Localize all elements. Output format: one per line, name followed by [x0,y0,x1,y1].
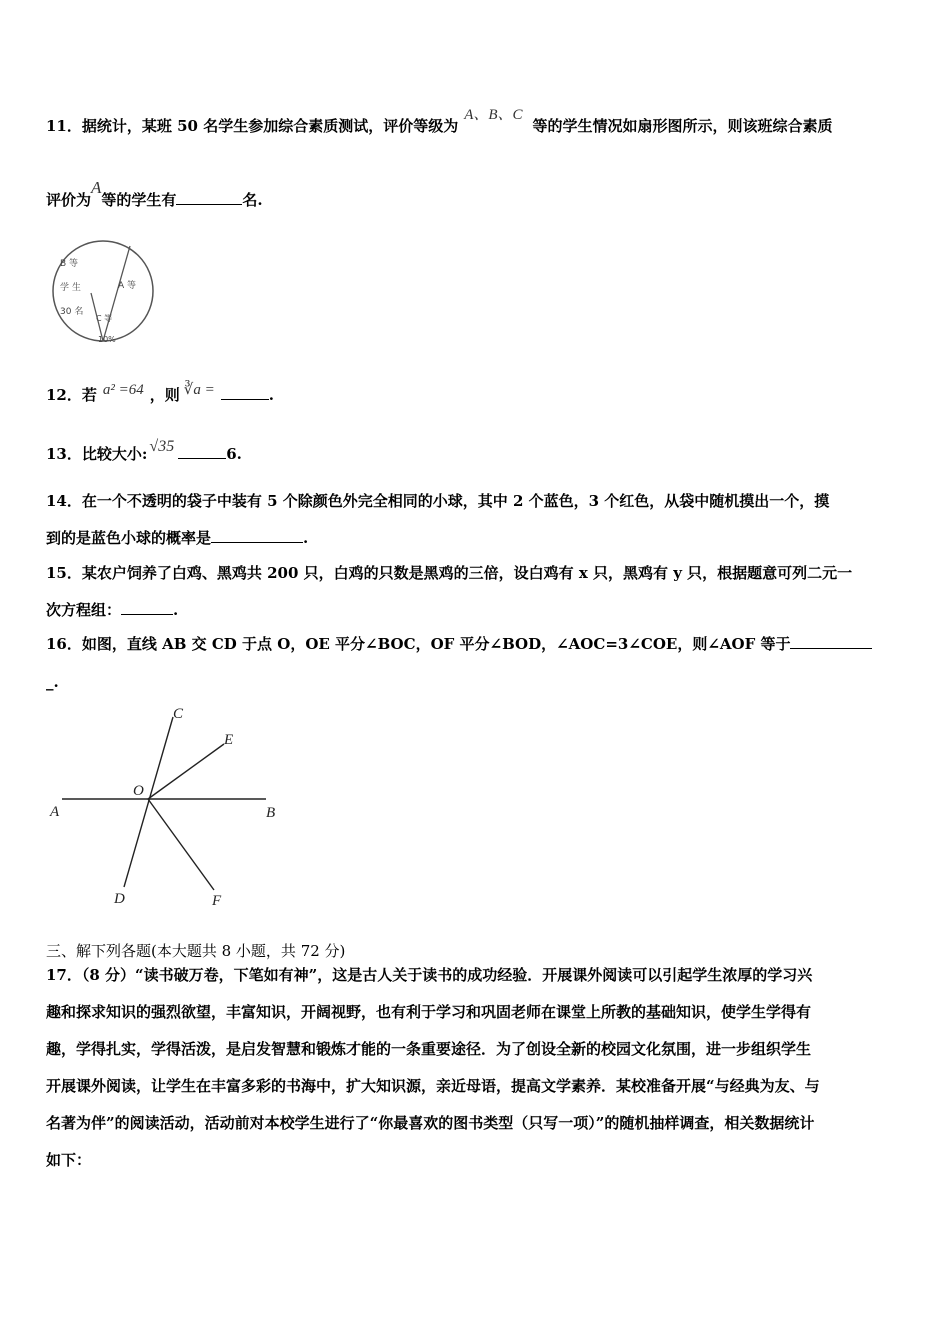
q15-text: 次方程组： [46,601,122,619]
q13-eq: √35 [149,438,175,455]
pie-a-label: A 等 [118,281,137,291]
q16-line2: _. [46,673,59,691]
q12-eq2: ∛a = [183,382,215,398]
q13-answer-blank[interactable] [178,444,226,459]
pie-b-label-3: 30 名 [60,307,84,317]
q11-text1: 据统计，某班 50 名学生参加综合素质测试，评价等级为 [81,117,459,135]
q11-text2: 等的学生情况如扇形图所示，则该班综合素质 [532,117,833,135]
q14-answer-blank[interactable] [211,528,303,543]
q17-line1: 17．（8 分）“读书破万卷，下笔如有神”，这是古人关于读书的成功经验．开展课外阅读可以引起学生浓厚的学习兴 [46,966,813,984]
q11-text5: 名. [242,191,263,209]
q16-text: 16．如图，直线 AB 交 CD 于点 O，OE 平分∠BOC，OF 平分∠BOD，∠AOC=3∠COE，则∠AOF 等于 [46,635,791,653]
q11-pie-chart [48,236,160,348]
q11-abc-math: A、B、C [464,107,523,123]
q11-a-math: A [91,178,102,197]
q11-line2 [46,178,263,210]
q17-line6: 如下： [46,1151,92,1169]
q13-line [46,438,242,465]
label-a: A [50,804,60,820]
q11-answer-blank[interactable] [176,190,242,205]
q15-period: . [173,601,179,619]
pie-percent-label: 10% [98,335,116,344]
q12-answer-blank[interactable] [221,385,269,400]
q14-period: . [303,529,309,547]
ray-of [148,799,214,890]
q13-number: 13． [46,445,82,463]
pie-b-label-1: B 等 [60,259,79,269]
q17-line3: 趣，学得扎实，学得活泼，是启发智慧和锻炼才能的一条重要途径．为了创设全新的校园文化氛围，进一步组织学生 [46,1040,812,1058]
q12-line [46,382,274,406]
label-f: F [212,893,222,909]
q14-text: 到的是蓝色小球的概率是 [46,529,212,547]
q13-text1: 比较大小: [81,445,148,463]
q15-line2 [46,600,178,620]
line-cd [124,717,173,887]
ray-oe [148,744,224,799]
q11-text4: 等的学生有 [101,191,177,209]
q12-text3: . [268,386,274,404]
label-d: D [114,891,125,907]
q17-line4: 开展课外阅读，让学生在丰富多彩的书海中，扩大知识源，亲近母语，提高文学素养．某校准备开展“与经典为友、与 [46,1077,820,1095]
q17-line5: 名著为伴”的阅读活动，活动前对本校学生进行了“你最喜欢的图书类型（只写一项）”的随机抽样调查，相关数据统计 [46,1114,815,1132]
q12-number: 12． [46,386,82,404]
label-e: E [224,732,234,748]
section-3-title: 三、解下列各题(本大题共 8 小题，共 72 分) [46,942,346,960]
q11-line1 [46,107,833,137]
label-b: B [266,805,276,821]
q14-line1: 14．在一个不透明的袋子中装有 5 个除颜色外完全相同的小球，其中 2 个蓝色，3 个红色，从袋中随机摸出一个，摸 [46,492,830,510]
pie-b-label-2: 学 生 [60,283,81,293]
q11-text3: 评价为 [46,191,92,209]
label-c: C [173,706,184,722]
q12-eq1: a² =64 [102,382,144,398]
q15-answer-blank[interactable] [121,600,173,615]
q13-text2: 6. [226,445,242,463]
q16-answer-blank[interactable] [790,634,872,649]
label-o: O [133,783,144,799]
q15-line1: 15．某农户饲养了白鸡、黑鸡共 200 只，白鸡的只数是黑鸡的三倍，设白鸡有 x 只，黑鸡有 y 只，根据题意可列二元一 [46,564,853,582]
q17-line2: 趣和探求知识的强烈欲望，丰富知识，开阔视野，也有利于学习和巩固老师在课堂上所教的基础知识，使学生学得有 [46,1003,812,1021]
q12-text1: 若 [81,386,97,404]
pie-c-label: C 等 [96,314,113,323]
q16-line1 [46,634,872,654]
q11-number: 11． [46,117,82,135]
q14-line2 [46,528,308,548]
q16-geometry-figure [44,700,294,910]
q12-text2: ，则 [149,386,180,404]
